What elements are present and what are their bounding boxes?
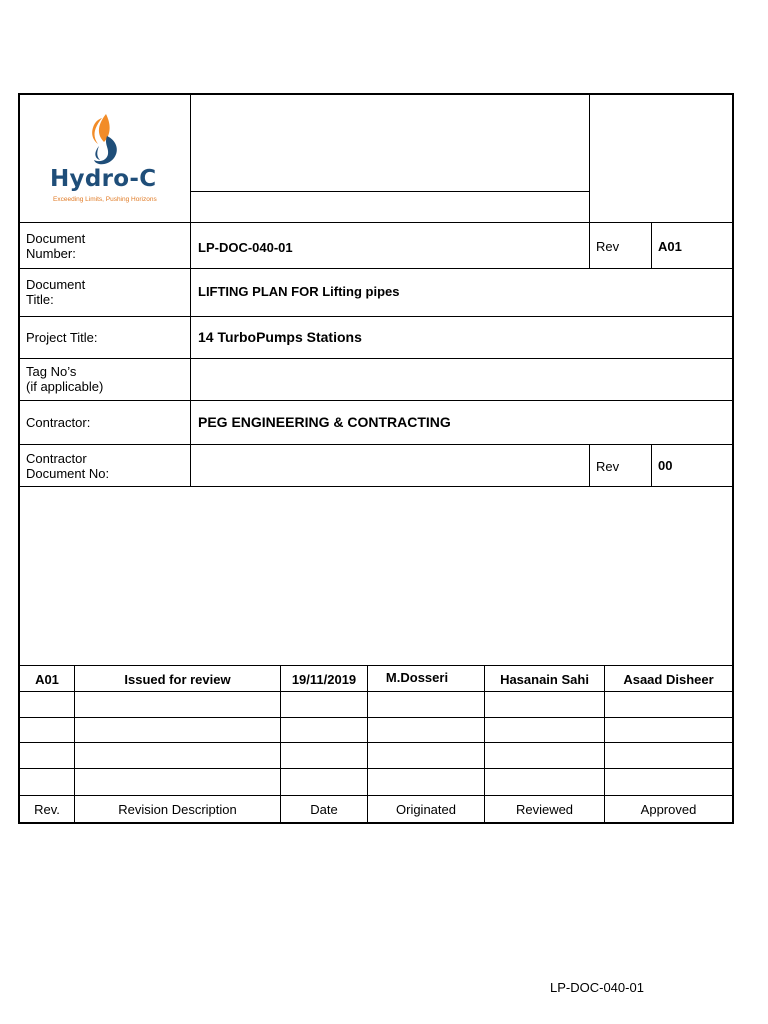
logo-divider [190,93,191,487]
rev-table-line-5 [18,795,734,796]
rev-col-1 [74,665,75,823]
tag-label: Tag No’s (if applicable) [26,364,104,394]
row-line-3 [18,316,734,317]
header-right-divider [589,93,590,269]
rev-col-3 [367,665,368,823]
rev-value: A01 [658,239,682,254]
rev-col-4 [484,665,485,823]
row-line-5 [18,400,734,401]
row-date: 19/11/2019 [291,672,357,687]
header-originated: Originated [396,802,456,817]
rev-col-5 [604,665,605,823]
header-description: Revision Description [118,802,237,817]
doc-number-label: Document Number: [26,231,86,261]
footer-doc-ref: LP-DOC-040-01 [550,980,644,995]
rev-divider-1 [651,222,652,269]
doc-title-label: Document Title: [26,277,86,307]
row-line-1 [18,222,734,223]
doc-number-value: LP-DOC-040-01 [198,240,293,255]
project-title-label: Project Title: [26,330,98,345]
row-description: Issued for review [124,672,231,687]
logo-tagline: Exceeding Limits, Pushing Horizons [53,196,157,203]
frame-right [732,93,734,824]
row-originated: M.Dosseri [385,670,449,685]
rev-table-top [18,665,734,666]
header-inner-line [190,191,589,192]
rev-table-line-3 [18,742,734,743]
logo-wordmark: Hydro-C [50,166,157,192]
contractor-rev-divider-a [589,444,590,487]
row-line-7 [18,486,734,487]
project-title-value: 14 TurboPumps Stations [198,329,362,345]
flame-icon [36,110,176,174]
row-line-2 [18,268,734,269]
rev-col-2 [280,665,281,823]
header-approved: Approved [640,802,697,817]
row-rev: A01 [35,672,59,687]
contractor-rev-label: Rev [596,459,620,474]
frame-top [18,93,734,95]
rev-label: Rev [596,239,620,254]
rev-table-line-1 [18,691,734,692]
doc-title-value: LIFTING PLAN FOR Lifting pipes [198,284,400,299]
row-approved: Asaad Disheer [623,672,714,687]
rev-table-line-4 [18,768,734,769]
contractor-rev-divider-b [651,444,652,487]
company-logo [36,104,176,214]
frame-left [18,93,20,824]
row-line-6 [18,444,734,445]
contractor-rev-value: 00 [658,458,673,473]
contractor-doc-label: Contractor Document No: [26,451,110,481]
frame-bottom [18,822,734,824]
contractor-label: Contractor: [26,415,91,430]
header-reviewed: Reviewed [515,802,574,817]
contractor-value: PEG ENGINEERING & CONTRACTING [198,414,451,430]
row-reviewed: Hasanain Sahi [500,672,589,687]
header-date: Date [310,802,338,817]
rev-table-line-2 [18,717,734,718]
header-rev: Rev. [34,802,60,817]
row-line-4 [18,358,734,359]
